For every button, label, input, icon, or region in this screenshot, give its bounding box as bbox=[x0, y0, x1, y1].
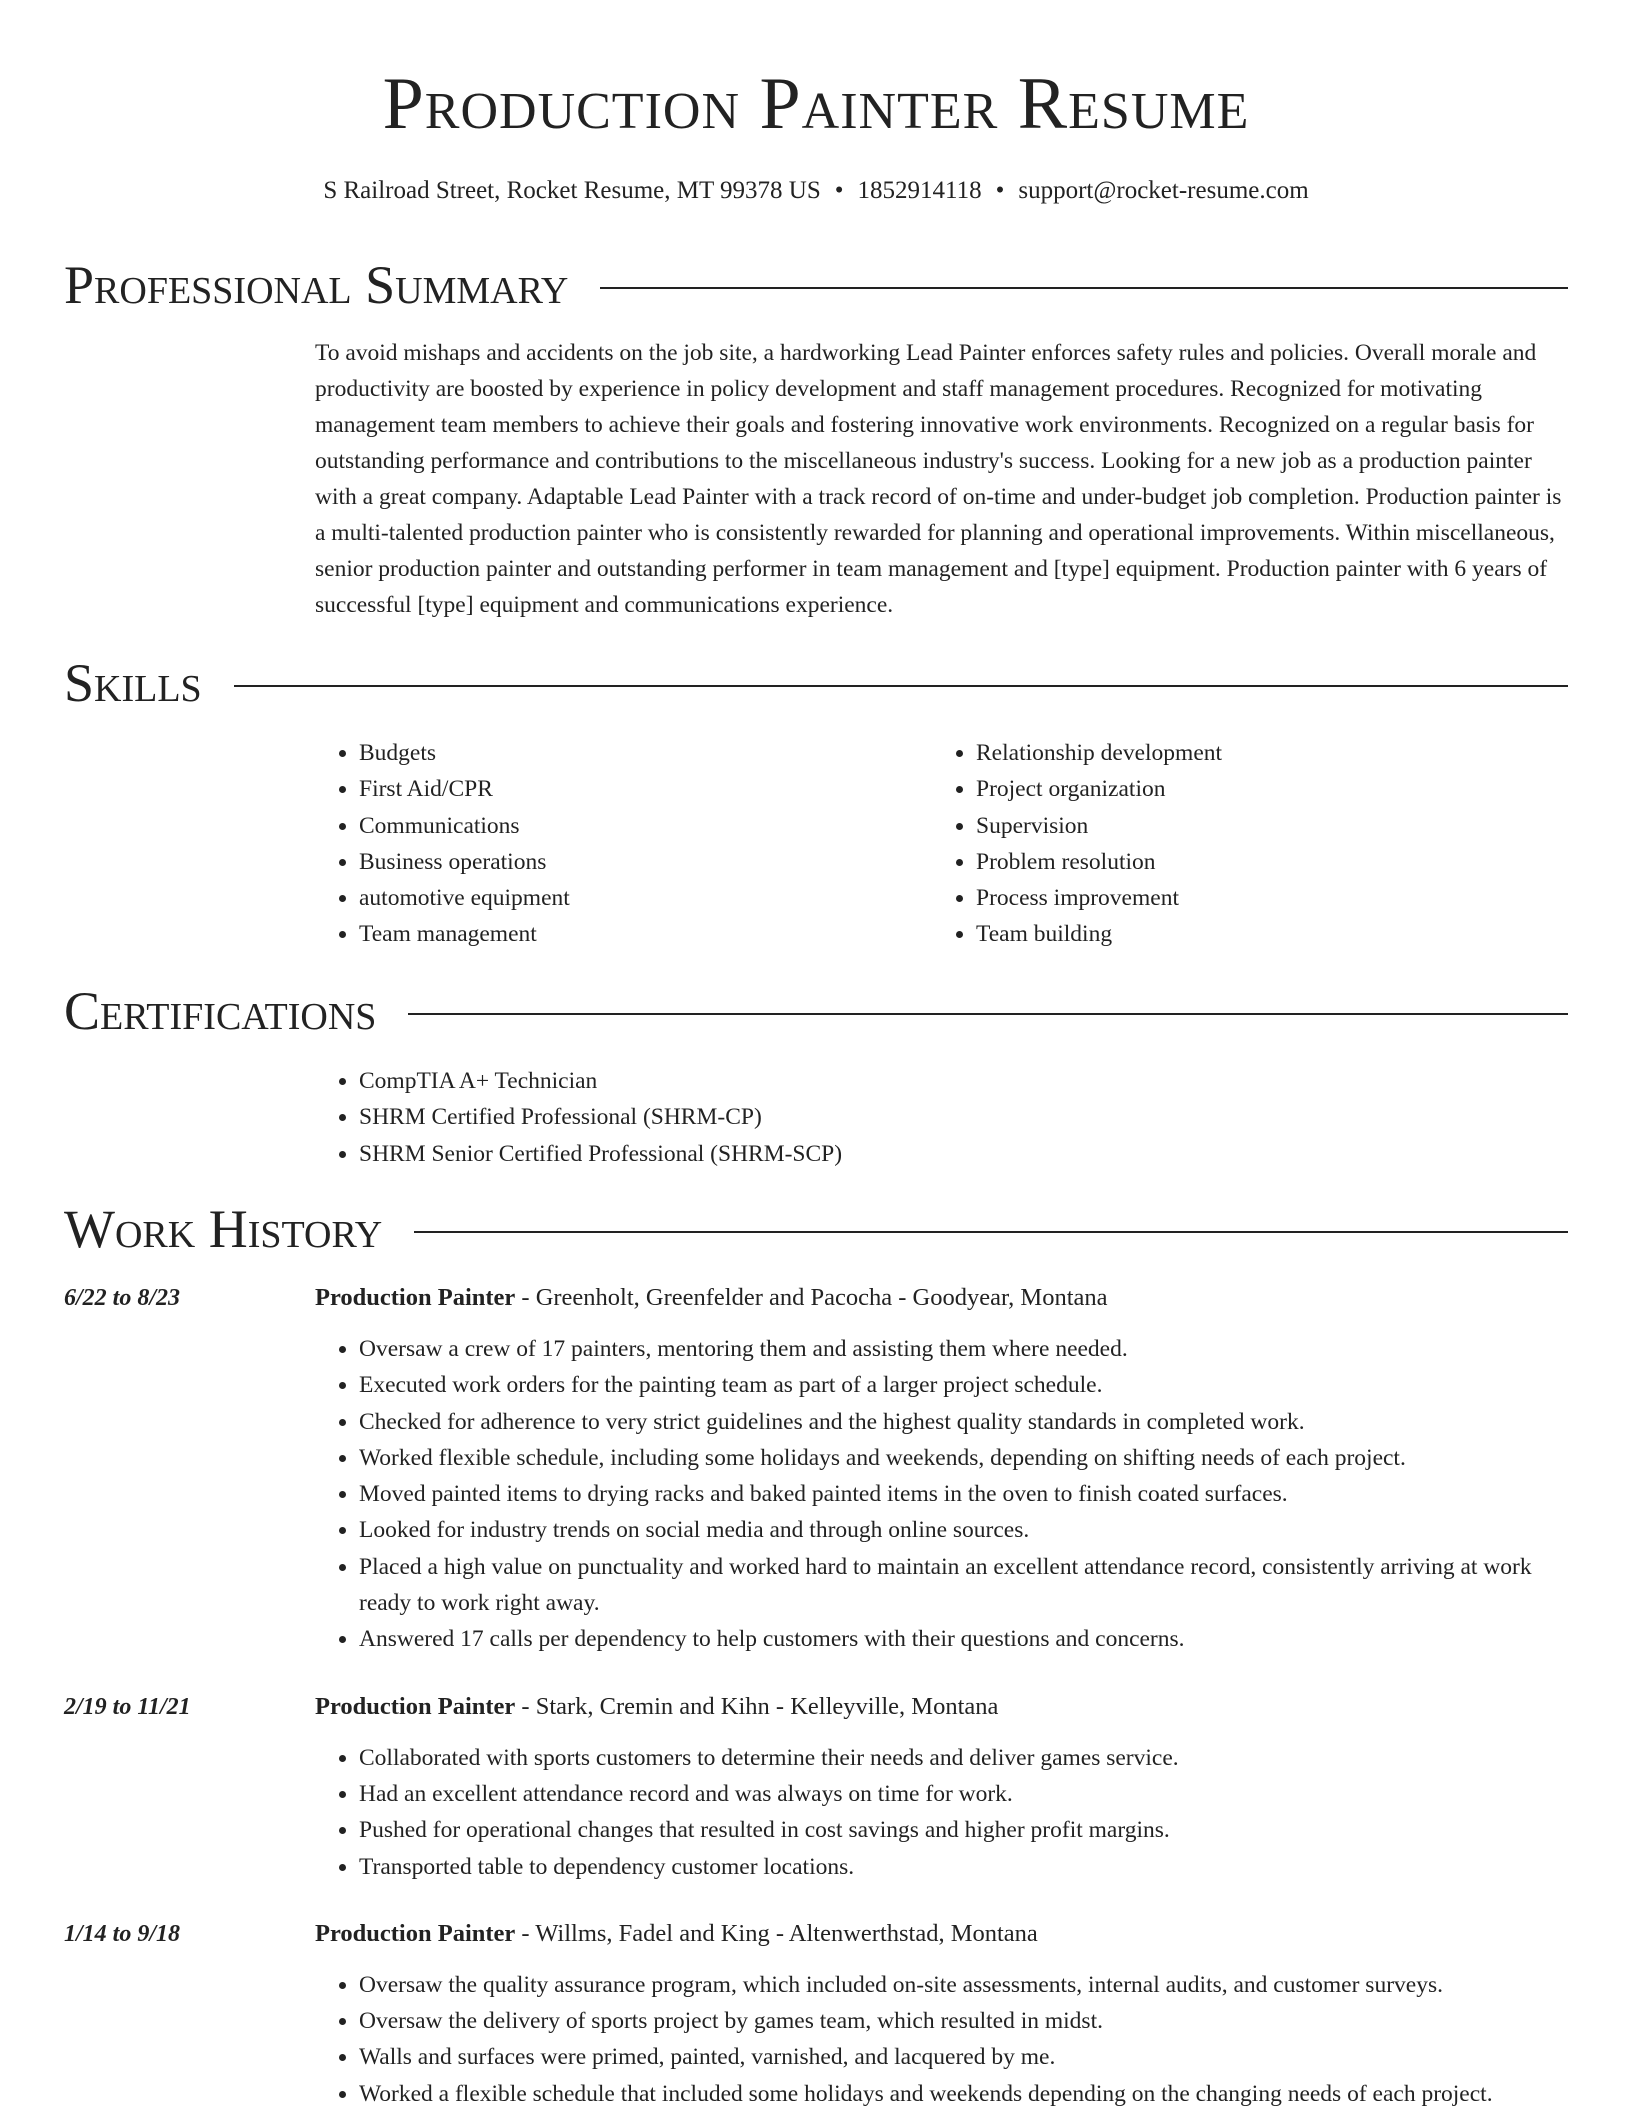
skills-section bbox=[64, 651, 1568, 953]
job-bullet: • Checked for adherence to very strict guidelines and the highest quality standards in completed work. bbox=[359, 1404, 1568, 1440]
job-dates: 1/14 to 9/18 bbox=[64, 1920, 181, 1947]
job-title-line bbox=[315, 1281, 1568, 1315]
certifications-list bbox=[315, 1063, 1568, 1172]
section-title-skills: Skills bbox=[64, 653, 202, 713]
certification-item: • CompTIA A+ Technician bbox=[359, 1063, 1568, 1099]
job-bullet: • Executed work orders for the painting team as part of a larger project schedule. bbox=[359, 1367, 1568, 1403]
certifications-section bbox=[64, 979, 1568, 1172]
section-header bbox=[64, 253, 1568, 317]
job-entry bbox=[64, 1917, 1568, 2112]
job-entry bbox=[64, 1281, 1568, 1658]
job-bullet: • Oversaw the delivery of sports project by games team, which resulted in midst. bbox=[359, 2003, 1568, 2039]
section-divider bbox=[234, 685, 1568, 687]
section-header bbox=[64, 1197, 1568, 1261]
job-dates: 2/19 to 11/21 bbox=[64, 1693, 191, 1720]
section-title-certifications: Certifications bbox=[64, 981, 377, 1041]
skill-item: • Process improvement bbox=[976, 880, 1549, 916]
skill-item: • Project organization bbox=[976, 771, 1549, 807]
skill-item: • Team building bbox=[976, 916, 1549, 952]
separator-dot: • bbox=[995, 177, 1005, 204]
job-employer-location: - Willms, Fadel and King - Altenwerthstad, Montana bbox=[515, 1919, 1038, 1947]
skills-column-left bbox=[315, 735, 932, 953]
separator-dot: • bbox=[834, 177, 844, 204]
job-role: Production Painter bbox=[315, 1919, 516, 1947]
job-bullet: • Worked flexible schedule, including some holidays and weekends, depending on shifting needs of each project. bbox=[359, 1440, 1568, 1476]
phone: 1852914118 bbox=[857, 177, 982, 204]
skills-list-right bbox=[932, 735, 1549, 953]
job-bullet: • Had an excellent attendance record and was always on time for work. bbox=[359, 1776, 1568, 1812]
section-header bbox=[64, 979, 1568, 1043]
section-divider bbox=[600, 287, 1568, 289]
work-history-section bbox=[64, 1197, 1568, 2112]
job-bullet: • Answered 17 calls per dependency to help customers with their questions and concerns. bbox=[359, 1621, 1568, 1657]
job-bullets bbox=[315, 1331, 1568, 1658]
skill-item: • Business operations bbox=[359, 844, 932, 880]
skill-item: • Team management bbox=[359, 916, 932, 952]
certification-item: • SHRM Certified Professional (SHRM-CP) bbox=[359, 1099, 1568, 1135]
job-bullet: • Looked for industry trends on social media and through online sources. bbox=[359, 1512, 1568, 1548]
job-dates: 6/22 to 8/23 bbox=[64, 1285, 181, 1311]
skills-column-right bbox=[932, 735, 1549, 953]
job-bullet: • Pushed for operational changes that resulted in cost savings and higher profit margins. bbox=[359, 1812, 1568, 1848]
skill-item: • Relationship development bbox=[976, 735, 1549, 771]
job-bullet: • Walls and surfaces were primed, painted, varnished, and lacquered by me. bbox=[359, 2039, 1568, 2075]
section-divider bbox=[414, 1231, 1568, 1233]
job-bullet-list bbox=[315, 1967, 1568, 2112]
job-entry bbox=[64, 1690, 1568, 1885]
summary-text: To avoid mishaps and accidents on the job site, a hardworking Lead Painter enforces safety rules and policies. Overall morale and productivity are boosted by experience in policy development and staff management procedures. Recognized for motivating management team members to achieve their goals and fostering innovative work environments. Recognized on a regular basis for outstanding performance and contributions to the miscellaneous industry's success. Looking for a new job as a production painter with a great company. Adaptable Lead Painter with a track record of on-time and under-budget job completion. Production painter is a multi-talented production painter who is consistently rewarded for planning and operational improvements. Within miscellaneous, senior production painter and outstanding performer in team management and [type] equipment. Production painter with 6 years of successful [type] equipment and communications experience. bbox=[315, 340, 1562, 618]
job-bullet: • Oversaw a crew of 17 painters, mentoring them and assisting them where needed. bbox=[359, 1331, 1568, 1367]
skills-grid bbox=[315, 735, 1568, 953]
certification-item: • SHRM Senior Certified Professional (SHRM-SCP) bbox=[359, 1136, 1568, 1172]
job-title-line bbox=[315, 1917, 1568, 1951]
job-bullet: • Worked a flexible schedule that included some holidays and weekends depending on the changing needs of each project. bbox=[359, 2076, 1568, 2112]
job-bullet-list bbox=[315, 1740, 1568, 1885]
job-bullet-list bbox=[315, 1331, 1568, 1658]
skill-item: • First Aid/CPR bbox=[359, 771, 932, 807]
job-title-line bbox=[315, 1690, 1568, 1724]
job-bullet: • Placed a high value on punctuality and worked hard to maintain an excellent attendance record, consistently arriving at work ready to work right away. bbox=[359, 1549, 1568, 1622]
contact-line bbox=[0, 174, 1632, 208]
skill-item: • Budgets bbox=[359, 735, 932, 771]
email-link[interactable]: support@rocket-resume.com bbox=[1018, 177, 1309, 204]
job-role: Production Painter bbox=[315, 1692, 516, 1720]
job-employer-location: - Stark, Cremin and Kihn - Kelleyville, Montana bbox=[515, 1692, 999, 1720]
section-title-summary: Professional Summary bbox=[64, 255, 569, 315]
job-employer-location: - Greenholt, Greenfelder and Pacocha - Goodyear, Montana bbox=[515, 1284, 1108, 1311]
section-divider bbox=[408, 1013, 1568, 1015]
resume-title: Production Painter Resume bbox=[382, 63, 1250, 145]
skill-item: • Communications bbox=[359, 808, 932, 844]
job-bullet: • Transported table to dependency customer locations. bbox=[359, 1849, 1568, 1885]
skill-item: • Supervision bbox=[976, 808, 1549, 844]
address: S Railroad Street, Rocket Resume, MT 99378 US bbox=[323, 177, 821, 204]
section-title-work-history: Work History bbox=[64, 1199, 383, 1259]
job-role: Production Painter bbox=[315, 1284, 516, 1311]
job-bullet: • Moved painted items to drying racks and baked painted items in the oven to finish coated surfaces. bbox=[359, 1476, 1568, 1512]
job-bullets bbox=[315, 1967, 1568, 2112]
job-bullet: • Oversaw the quality assurance program, which included on-site assessments, internal audits, and customer surveys. bbox=[359, 1967, 1568, 2003]
skill-item: • automotive equipment bbox=[359, 880, 932, 916]
skills-list-left bbox=[315, 735, 932, 953]
skill-item: • Problem resolution bbox=[976, 844, 1549, 880]
job-bullet: • Collaborated with sports customers to determine their needs and deliver games service. bbox=[359, 1740, 1568, 1776]
job-bullets bbox=[315, 1740, 1568, 1885]
summary-section bbox=[64, 253, 1568, 623]
section-header bbox=[64, 651, 1568, 715]
certifications-body bbox=[315, 1063, 1568, 1172]
